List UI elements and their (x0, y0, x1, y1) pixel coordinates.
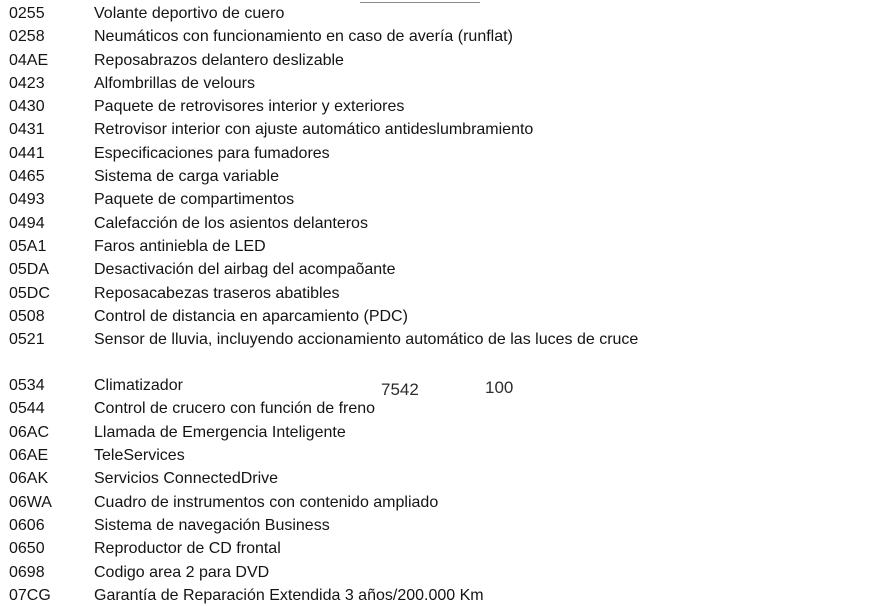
option-code: 0465 (9, 168, 45, 186)
list-item (9, 539, 689, 562)
option-description: Reposacabezas traseros abatibles (94, 284, 340, 302)
option-code: 06WA (9, 493, 52, 511)
option-description: Volante deportivo de cuero (94, 5, 285, 22)
option-code: 0534 (9, 377, 45, 395)
option-code: 06AC (9, 423, 50, 441)
options-list (9, 4, 689, 586)
option-code: 0431 (9, 121, 45, 139)
option-code: 0258 (9, 28, 45, 46)
list-item (9, 167, 689, 190)
stamp-number-left: 7542 (381, 380, 419, 399)
option-code: 05A1 (9, 237, 47, 255)
list-item (9, 493, 689, 516)
list-item (9, 399, 689, 422)
list-item (9, 446, 689, 469)
list-item (9, 469, 689, 492)
option-code: 0521 (9, 331, 45, 349)
list-item (9, 307, 689, 330)
list-item (9, 330, 689, 376)
list-item (9, 27, 689, 50)
option-description: Paquete de retrovisores interior y exteriores (94, 98, 405, 116)
option-description: Control de distancia en aparcamiento (PDC) (94, 307, 408, 325)
list-item (9, 144, 689, 167)
list-item (9, 237, 689, 260)
option-description: Control de crucero con función de freno (94, 400, 376, 418)
option-description: Llamada de Emergencia Inteligente (94, 423, 346, 441)
option-description: Reposabrazos delantero deslizable (94, 51, 344, 69)
list-item (9, 120, 689, 143)
option-code: 0606 (9, 516, 45, 534)
option-code: 0650 (9, 540, 45, 558)
option-code: 05DA (9, 261, 50, 279)
list-item (9, 4, 689, 27)
list-item (9, 376, 689, 399)
option-description: Reproductor de CD frontal (94, 540, 281, 558)
option-description: Desactivación del airbag del acompaõante (94, 261, 396, 279)
list-item (9, 51, 689, 74)
option-description: Garantía de Reparación Extendida 3 años/200.000 Km (94, 587, 484, 604)
option-description: Cuadro de instrumentos con contenido ampliado (94, 493, 439, 511)
option-code: 0493 (9, 191, 45, 209)
list-item (9, 97, 689, 120)
option-description: Climatizador (94, 377, 183, 395)
list-item (9, 516, 689, 539)
option-code: 0423 (9, 74, 45, 92)
option-code: 0544 (9, 400, 45, 418)
option-description: TeleServices (94, 447, 185, 465)
option-description: Sensor de lluvia, incluyendo accionamiento automático de las luces de cruce (94, 331, 639, 349)
option-code: 07CG (9, 587, 51, 604)
option-code: 0698 (9, 563, 45, 581)
option-description: Neumáticos con funcionamiento en caso de avería (runflat) (94, 28, 513, 46)
option-description: Faros antiniebla de LED (94, 237, 266, 255)
option-description: Paquete de compartimentos (94, 191, 295, 209)
option-code: 06AK (9, 470, 49, 488)
option-code: 06AE (9, 447, 49, 465)
list-item (9, 260, 689, 283)
cropped-list-item (9, 586, 669, 606)
cropped-header-line (360, 0, 480, 3)
option-description: Alfombrillas de velours (94, 74, 255, 92)
option-description: Sistema de carga variable (94, 168, 279, 186)
list-item (9, 214, 689, 237)
option-code: 0508 (9, 307, 45, 325)
option-code: 05DC (9, 284, 50, 302)
option-description: Servicios ConnectedDrive (94, 470, 279, 488)
stamp-number-right: 100 (485, 378, 514, 397)
option-description: Codigo area 2 para DVD (94, 563, 270, 581)
option-code: 04AE (9, 51, 49, 69)
list-item (9, 74, 689, 97)
list-item (9, 563, 689, 586)
list-item (9, 423, 689, 446)
list-item (9, 190, 689, 213)
option-code: 0494 (9, 214, 45, 232)
option-description: Especificaciones para fumadores (94, 144, 330, 162)
option-description: Sistema de navegación Business (94, 516, 330, 534)
option-code: 0430 (9, 98, 45, 116)
option-code: 0441 (9, 144, 45, 162)
list-item (9, 284, 689, 307)
option-code: 0255 (9, 5, 45, 22)
option-description: Retrovisor interior con ajuste automático antideslumbramiento (94, 121, 534, 139)
option-description: Calefacción de los asientos delanteros (94, 214, 368, 232)
